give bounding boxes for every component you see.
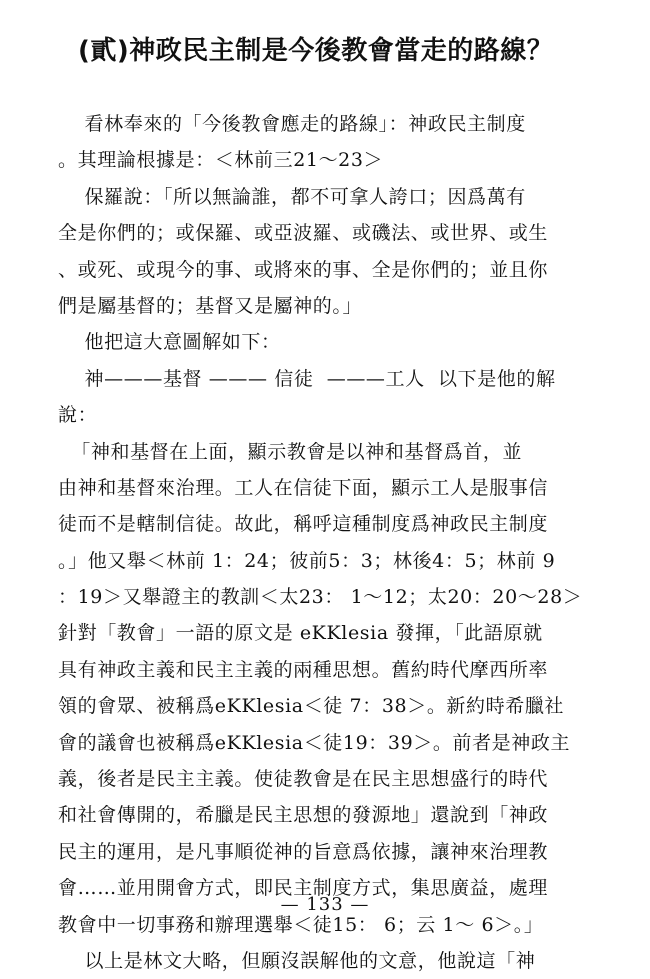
text-line: 以上是林文大略，但願沒誤解他的文意，他說這「神 bbox=[58, 949, 536, 972]
text-line: 。其理論根據是：＜林前三21～23＞ bbox=[58, 149, 384, 172]
text-line: 義，後者是民主主義。使徒教會是在民主思想盛行的時代 bbox=[58, 768, 549, 791]
page-number: — 133 — bbox=[280, 894, 370, 915]
text-line: 神———基督 ——— 信徒 ———工人 以下是他的解 bbox=[58, 367, 556, 390]
text-line: 。」他又舉＜林前 1：24；彼前5：3；林後4：5；林前 9 bbox=[58, 549, 556, 572]
text-line: 說： bbox=[58, 404, 98, 427]
body-text bbox=[58, 106, 603, 979]
text-line: 、或死、或現今的事、或將來的事、全是你們的；並且你 bbox=[58, 258, 549, 281]
text-line: 領的會眾、被稱爲eKKlesia＜徒 7：38＞。新約時希臘社 bbox=[58, 695, 565, 718]
text-line: 會的議會也被稱爲eKKlesia＜徒19：39＞。前者是神政主 bbox=[58, 731, 571, 754]
text-line: 和社會傳開的，希臘是民主思想的發源地」還說到「神政 bbox=[58, 804, 549, 827]
text-line: 民主的運用，是凡事順從神的旨意爲依據，讓神來治理教 bbox=[58, 840, 549, 863]
text-line: 徒而不是轄制信徒。故此，稱呼這種制度爲神政民主制度 bbox=[58, 513, 549, 536]
text-line: 會……並用開會方式，即民主制度方式，集思廣益，處理 bbox=[58, 877, 549, 900]
page-title: (貳)神政民主制是今後教會當走的路線？ bbox=[78, 36, 554, 66]
text-line: 「神和基督在上面，顯示教會是以神和基督爲首，並 bbox=[58, 440, 523, 463]
text-line: 保羅說：「所以無論誰，都不可拿人誇口；因爲萬有 bbox=[58, 185, 526, 208]
text-line: 具有神政主義和民主主義的兩種思想。舊約時代摩西所率 bbox=[58, 658, 549, 681]
text-line: ：19＞又舉證主的教訓＜太23： 1～12；太20：20～28＞ bbox=[58, 586, 583, 609]
text-line: 教會中一切事務和辦理選舉＜徒15： 6；云 1～ 6＞。」 bbox=[58, 913, 544, 936]
text-line: 看林奉來的「今後教會應走的路線」：神政民主制度 bbox=[58, 113, 526, 135]
text-line: 們是屬基督的；基督又是屬神的。」 bbox=[58, 294, 363, 317]
text-line: 全是你們的；或保羅、或亞波羅、或磯法、或世界、或生 bbox=[58, 222, 549, 245]
text-line: 針對「教會」一語的原文是 eKKlesia 發揮，「此語原就 bbox=[58, 622, 543, 645]
text-line: 由神和基督來治理。工人在信徒下面，顯示工人是服事信 bbox=[58, 476, 549, 499]
text-line: 他把這大意圖解如下： bbox=[58, 331, 281, 354]
